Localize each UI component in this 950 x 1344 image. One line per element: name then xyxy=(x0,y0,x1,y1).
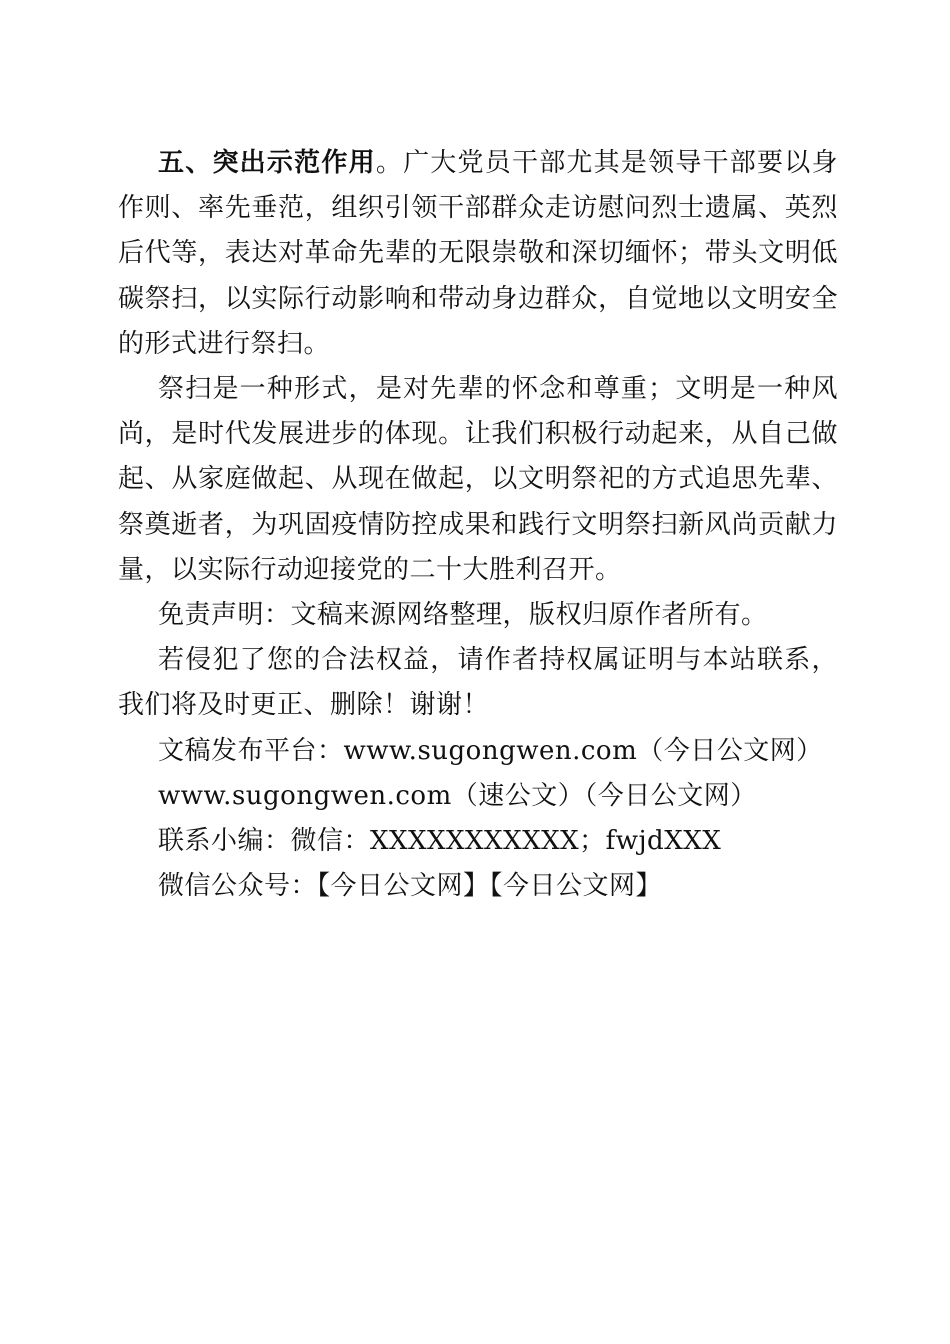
contact-line: 联系小编：微信：XXXXXXXXXXX；fwjdXXX xyxy=(158,826,722,857)
section-five-body: 广大党员干部尤其是领导干部要以身作则、率先垂范，组织引领干部群众走访慰问烈士遗属、英烈后代等，表达对革命先辈的无限崇敬和深切缅怀；带头文明低碳祭扫，以实际行动影响和带动身边群众，自觉地以文明安全的形式进行祭扫。 xyxy=(118,148,838,359)
platform-line: 文稿发布平台：www.sugongwen.com（今日公文网） xyxy=(158,735,823,766)
section-five-paragraph xyxy=(118,141,838,367)
section-five-heading-punct: 。 xyxy=(375,148,404,178)
infringement-notice: 若侵犯了您的合法权益，请作者持权属证明与本站联系，我们将及时更正、删除！谢谢！ xyxy=(118,645,838,721)
wechat-account-line: 微信公众号：【今日公文网】【今日公文网】 xyxy=(158,871,663,902)
document-body xyxy=(118,141,838,909)
disclaimer-text: 免责声明：文稿来源网络整理，版权归原作者所有。 xyxy=(158,600,768,631)
section-five-heading: 五、突出示范作用 xyxy=(158,148,376,178)
site-line: www.sugongwen.com（速公文）（今日公文网） xyxy=(158,780,757,811)
closing-paragraph: 祭扫是一种形式，是对先辈的怀念和尊重；文明是一种风尚，是时代发展进步的体现。让我们积极行动起来，从自己做起、从家庭做起、从现在做起，以文明祭祀的方式追思先辈、祭奠逝者，为巩固疫情防控成果和践行文明祭扫新风尚贡献力量，以实际行动迎接党的二十大胜利召开。 xyxy=(118,374,838,585)
